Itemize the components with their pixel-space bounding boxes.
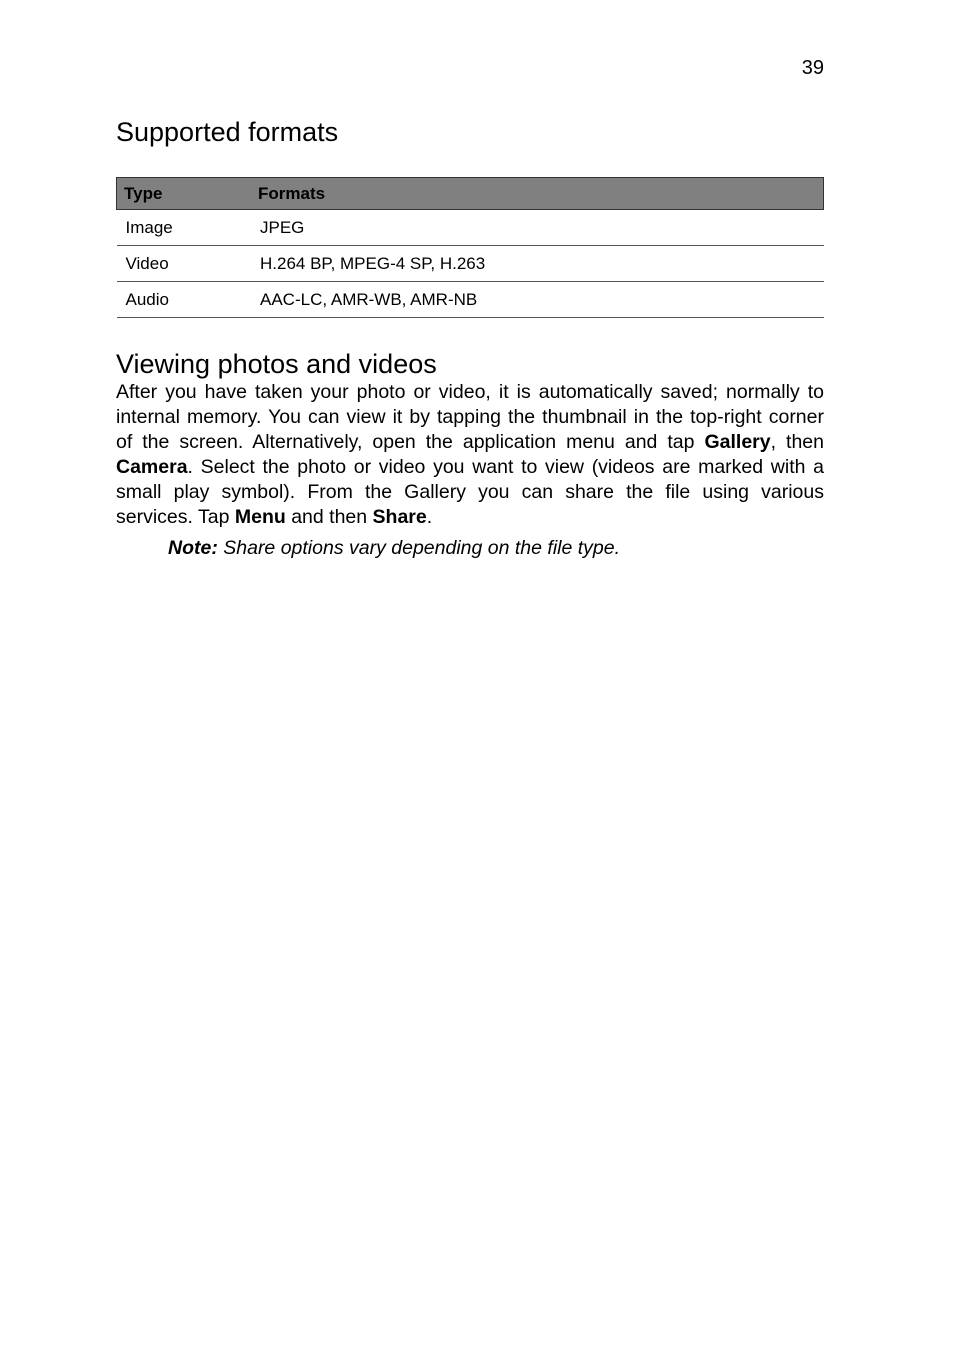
note-label: Note: xyxy=(168,537,218,559)
paragraph-text: After you have taken your photo or video, it is automatically saved; normally to internal memory. You can view it by tapping the thumbnail in the top-right corner of the screen. Alternatively, open the application menu and tap xyxy=(116,381,824,453)
paragraph-text: . xyxy=(426,506,433,528)
table-cell-formats: JPEG xyxy=(258,210,824,246)
table-cell-formats: H.264 BP, MPEG-4 SP, H.263 xyxy=(258,246,824,282)
body-paragraph xyxy=(116,380,824,530)
section-title-supported-formats: Supported formats xyxy=(116,117,339,147)
paragraph-text: , then xyxy=(770,431,824,453)
page-number: 39 xyxy=(801,57,824,79)
bold-term-menu: Menu xyxy=(234,506,286,528)
paragraph-text: . Select the photo or video you want to view (videos are marked with a small play symbol). From the Gallery you can share the file using various services. Tap xyxy=(116,456,824,528)
table-cell-type: Image xyxy=(117,210,259,246)
note-text: Share options vary depending on the file type. xyxy=(217,537,621,559)
table-cell-formats: AAC-LC, AMR-WB, AMR-NB xyxy=(258,282,824,318)
table-row xyxy=(117,246,824,282)
table-row xyxy=(117,210,824,246)
section-title-viewing-photos: Viewing photos and videos xyxy=(116,349,437,379)
table-cell-type: Video xyxy=(117,246,259,282)
column-header-type: Type xyxy=(117,178,259,210)
paragraph-text: and then xyxy=(285,506,373,528)
table-header-row xyxy=(117,178,824,210)
bold-term-share: Share xyxy=(372,506,427,528)
bold-term-camera: Camera xyxy=(116,456,188,478)
note xyxy=(168,536,620,561)
table-cell-type: Audio xyxy=(117,282,259,318)
table-row xyxy=(117,282,824,318)
bold-term-gallery: Gallery xyxy=(704,431,771,453)
column-header-formats: Formats xyxy=(258,178,824,210)
supported-formats-table xyxy=(116,177,824,318)
